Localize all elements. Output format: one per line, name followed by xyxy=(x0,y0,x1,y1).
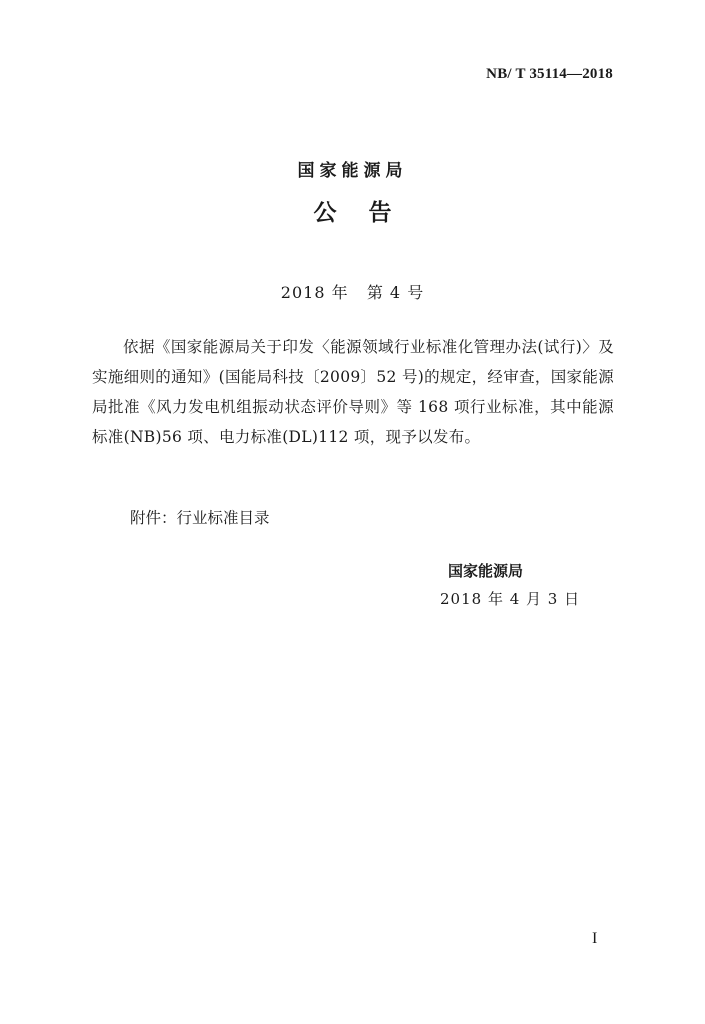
announcement-paragraph: 依据《国家能源局关于印发〈能源领域行业标准化管理办法(试行)〉及实施细则的通知》(国能局科技〔2009〕52 号)的规定，经审查，国家能源局批准《风力发电机组振动状态评价导则》等 168 项行业标准，其中能源标准(NB)56 项、电力标准(DL)112 项，现予以发布。 xyxy=(92,338,614,446)
agency-title: 国家能源局 xyxy=(297,161,408,181)
attachment-line: 附件：行业标准目录 xyxy=(130,509,270,527)
notice-title: 公 告 xyxy=(313,200,392,226)
issue-number: 2018 年 第 4 号 xyxy=(280,283,425,302)
standard-code: NB/ T 35114—2018 xyxy=(486,66,613,82)
signature-agency: 国家能源局 xyxy=(448,562,524,580)
signature-date: 2018 年 4 月 3 日 xyxy=(440,590,581,608)
page-number: I xyxy=(592,930,598,947)
